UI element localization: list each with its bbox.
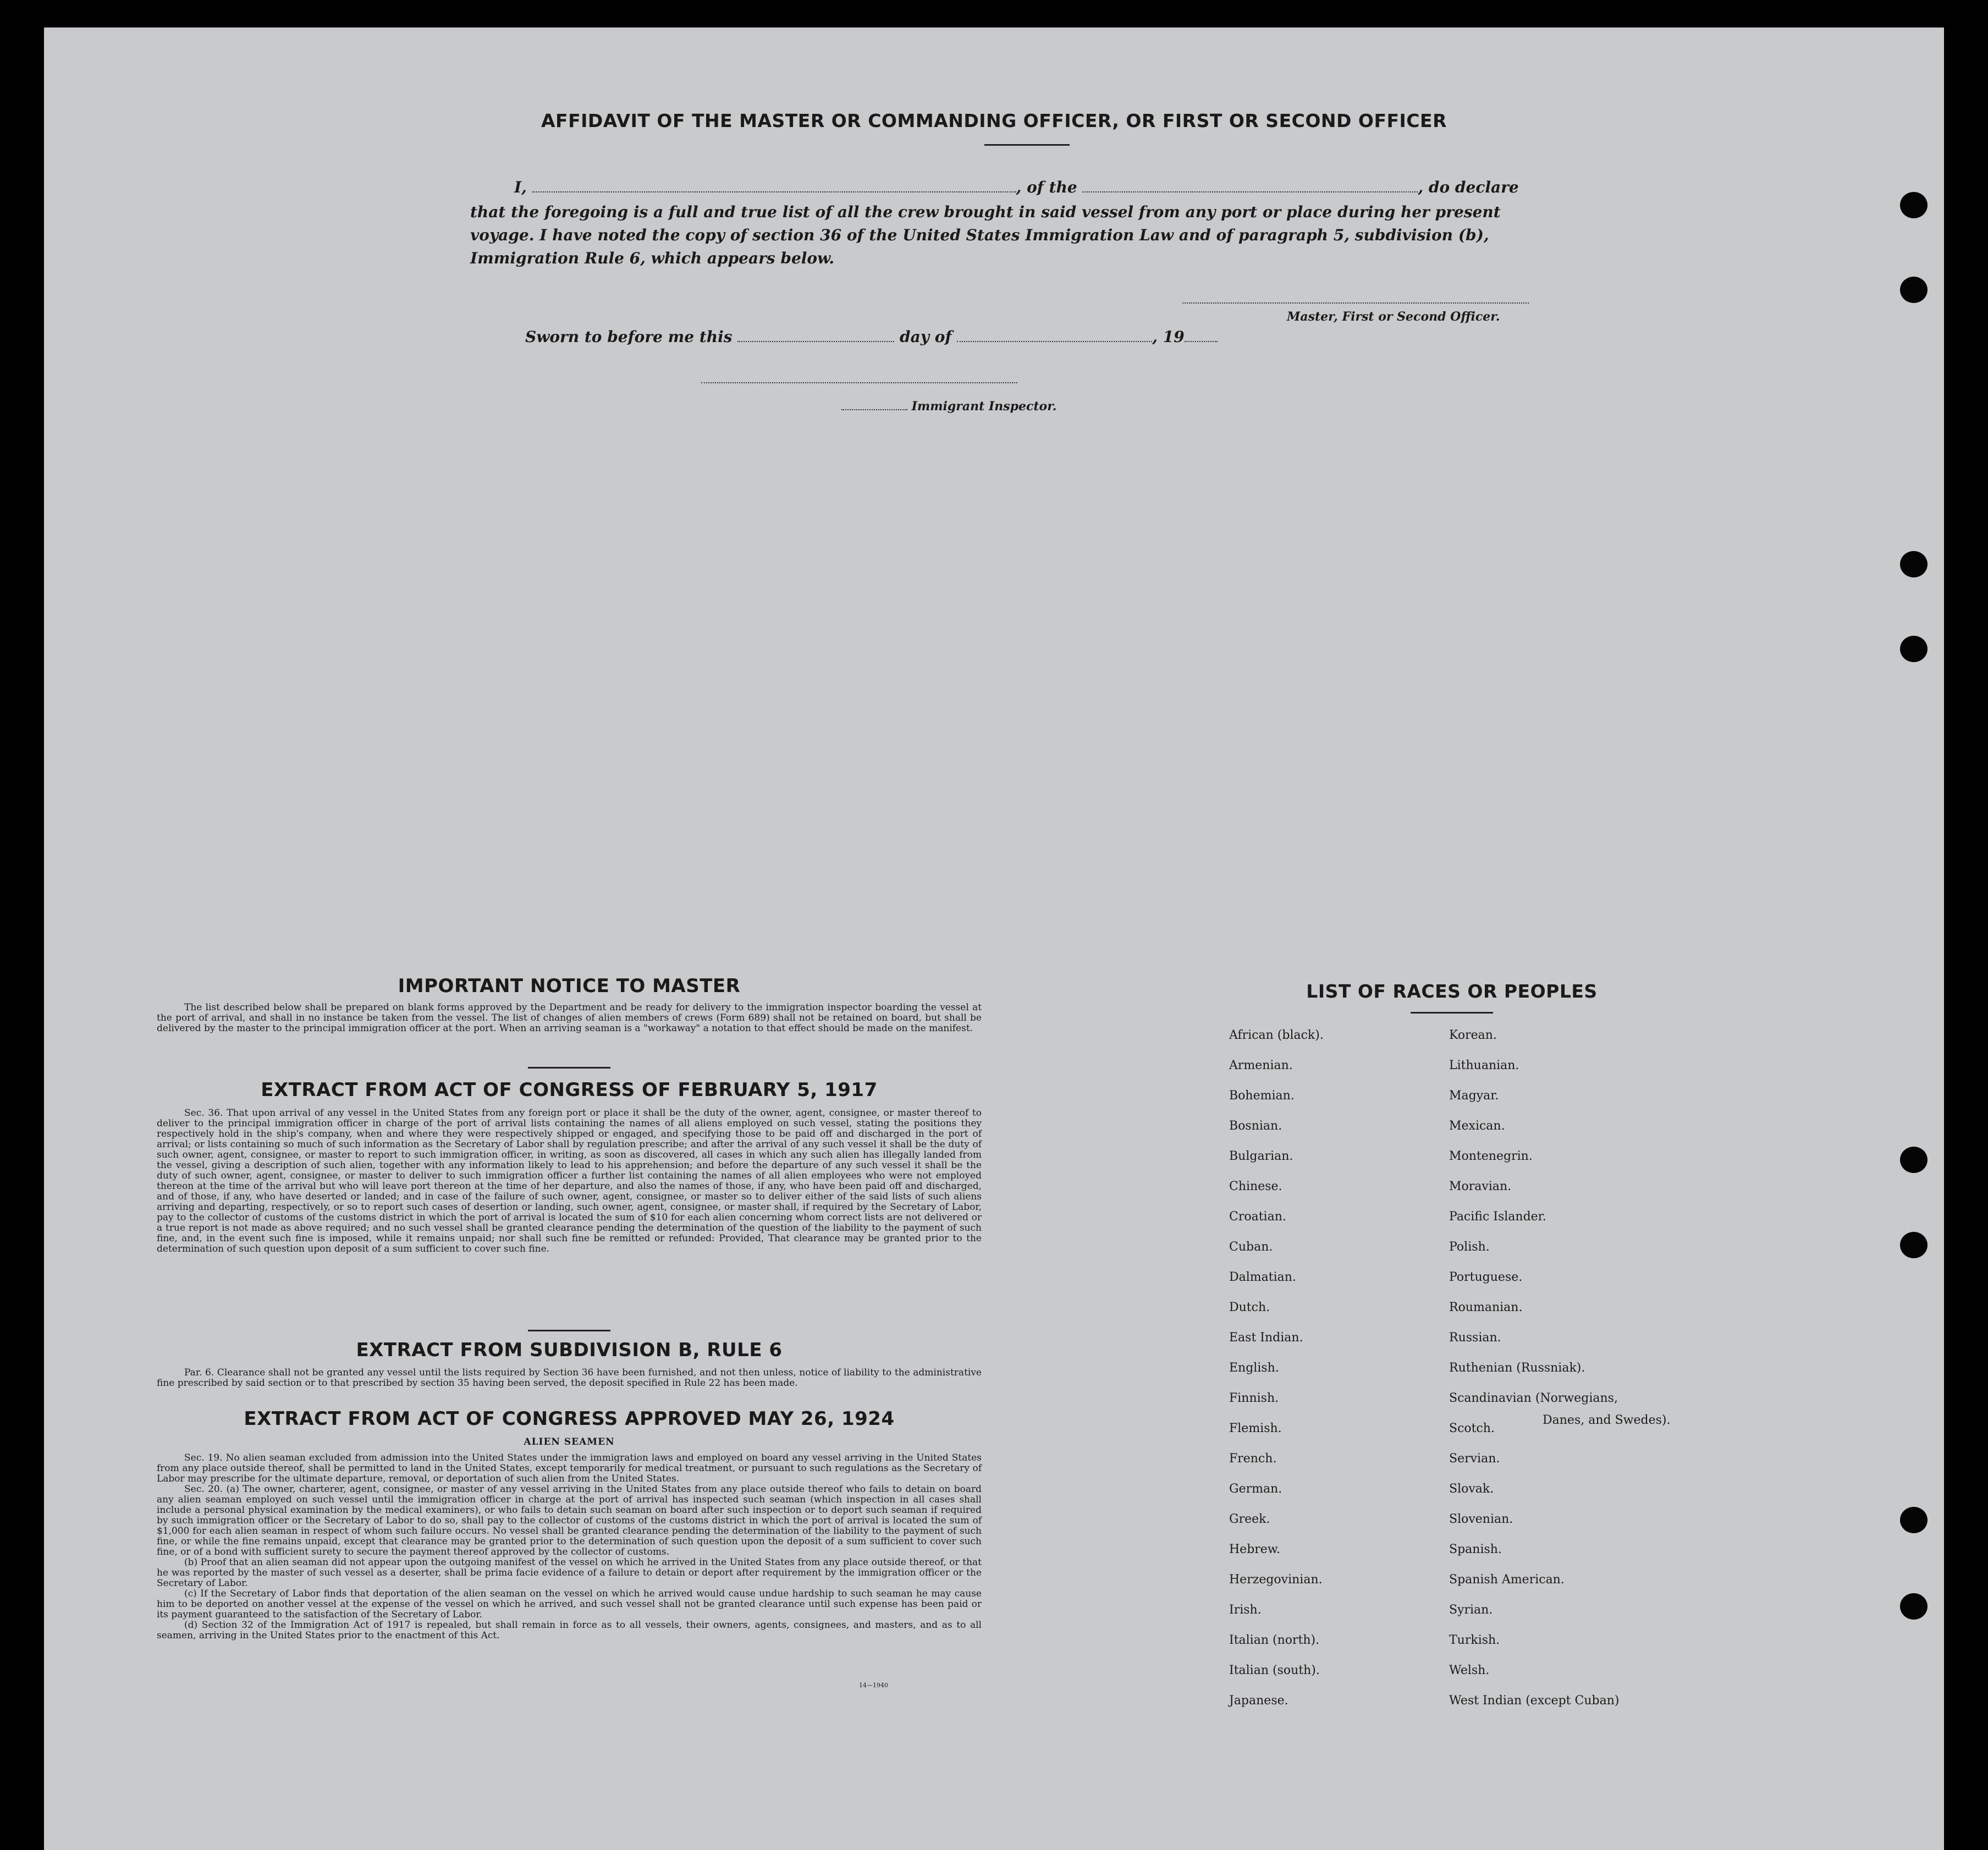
extract-1917-rule — [528, 1330, 610, 1331]
race-left-item: Irish. — [1229, 1603, 1262, 1617]
race-right-item: Servian. — [1449, 1452, 1500, 1466]
vessel-blank[interactable] — [1082, 177, 1418, 192]
notice-text — [157, 1003, 982, 1034]
sworn-label: Sworn to before me this — [525, 328, 733, 346]
race-left-item: Greek. — [1229, 1512, 1270, 1526]
inspector-label-row — [841, 395, 1056, 418]
race-right-item: Moravian. — [1449, 1180, 1512, 1193]
year-blank[interactable] — [1185, 327, 1218, 342]
affidavit-body-line-1: that the foregoing is a full and true list of all the crew brought in said vessel from any port or place during her present — [470, 203, 1501, 221]
binder-hole — [1900, 1593, 1928, 1620]
race-left-item: Bohemian. — [1229, 1089, 1295, 1103]
race-left-item: African (black). — [1229, 1028, 1324, 1042]
notice-rule — [528, 1067, 610, 1069]
name-blank[interactable] — [532, 177, 1016, 192]
extract-1917-title: EXTRACT FROM ACT OF CONGRESS OF FEBRUARY 5, 1917 — [261, 1079, 878, 1101]
binder-hole — [1900, 277, 1928, 303]
month-blank[interactable] — [957, 327, 1152, 342]
race-left-item: Italian (north). — [1229, 1633, 1320, 1647]
inspector-dash — [841, 401, 907, 410]
race-right-item: Korean. — [1449, 1028, 1497, 1042]
day-of-label: day of — [900, 328, 952, 346]
i-label: I, — [514, 178, 527, 196]
inspector-signature-line[interactable] — [701, 382, 1017, 383]
extract-rule6-text — [157, 1368, 982, 1389]
document-page — [44, 27, 1944, 1850]
title-underline — [984, 144, 1070, 146]
race-left-item: Dalmatian. — [1229, 1270, 1296, 1284]
extract-1924-sec20a: Sec. 20. (a) The owner, charterer, agent, consignee, or master of any vessel arriving in the United States from any place outside thereof who fails to detain on board any alien seaman employed on such vessel until the immigration officer in charge at the port of arrival has inspected such seaman (which inspection in all cases shall include a personal physical examination by the medical examiners), or who fails to detain such seaman on board after such inspection or to deport such seaman if required by such immigration officer or the Secretary of Labor to do so, shall pay to the collector of customs of the customs district in which the port of arrival is located the sum of $1,000 for each alien seaman in respect of whom such failure occurs. No vessel shall be granted clearance pending the determination of the liability to the payment of such fine, or while the fine remains unpaid, except that clearance may be granted prior to the determination of such question upon the deposit of a sum sufficient to cover such fine, or of a bond with sufficient surety to secure the payment thereof approved by the collector of customs. — [157, 1484, 982, 1557]
do-declare-label: , do declare — [1418, 178, 1519, 196]
race-left-item: Italian (south). — [1229, 1664, 1320, 1677]
binder-hole — [1900, 551, 1928, 577]
extract-1924-sec20c: (c) If the Secretary of Labor finds that deportation of the alien seaman on the vessel on which he arrived would cause undue hardship to such seaman he may cause him to be deported on another vessel at the expense of the vessel on which he arrived, and such vessel shall not be granted clearance until such expense has been paid or its payment guaranteed to the satisfaction of the Secretary of Labor. — [157, 1588, 982, 1620]
race-left-item: Armenian. — [1229, 1059, 1293, 1072]
binder-hole — [1900, 1232, 1928, 1258]
affidavit-title: AFFIDAVIT OF THE MASTER OR COMMANDING OFFICER, OR FIRST OR SECOND OFFICER — [541, 110, 1447, 131]
alien-seamen-subtitle: ALIEN SEAMEN — [524, 1436, 615, 1447]
extract-rule6-title: EXTRACT FROM SUBDIVISION B, RULE 6 — [356, 1339, 783, 1361]
year-label: , 19 — [1152, 328, 1185, 346]
race-right-item: Magyar. — [1449, 1089, 1499, 1103]
notice-paragraph: The list described below shall be prepared on blank forms approved by the Department and be ready for delivery to the immigration inspector boarding the vessel at the port of arrival, and shall in no instance be taken from the vessel. The list of changes of alien members of crews (Form 689) shall not be retained on board, but shall be delivered by the master to the principal immigration officer at the port. When an arriving seaman is a "workaway" a notation to that effect should be made on the manifest. — [157, 1002, 982, 1034]
day-blank[interactable] — [737, 327, 894, 342]
extract-1917-text — [157, 1108, 982, 1254]
race-right-item: Slovak. — [1449, 1482, 1494, 1496]
race-left-item: Hebrew. — [1229, 1543, 1281, 1556]
race-left-item: Bosnian. — [1229, 1119, 1282, 1133]
form-number: 14—1940 — [859, 1682, 888, 1689]
race-left-item: Bulgarian. — [1229, 1149, 1293, 1163]
race-left-item: Croatian. — [1229, 1210, 1286, 1224]
binder-hole — [1900, 192, 1928, 218]
race-right-item: Turkish. — [1449, 1633, 1500, 1647]
binder-hole — [1900, 636, 1928, 662]
race-left-item: English. — [1229, 1361, 1279, 1375]
race-right-item: Ruthenian (Russniak). — [1449, 1361, 1585, 1375]
affidavit-declaration-line — [514, 176, 1614, 199]
race-left-item: Cuban. — [1229, 1240, 1273, 1254]
extract-rule6-paragraph: Par. 6. Clearance shall not be granted any vessel until the lists required by Section 36 have been furnished, and not then unless, notice of liability to the administrative fine prescribed by said section or to that prescribed by section 35 having been served, the deposit specified in Rule 22 has been made. — [157, 1367, 982, 1389]
race-right-item: Montenegrin. — [1449, 1149, 1533, 1163]
extract-1924-sec19: Sec. 19. No alien seaman excluded from admission into the United States under the immigration laws and employed on board any vessel arriving in the United States from any place outside thereof, shall be permitted to land in the United States, except temporarily for medical treatment, or pursuant to such regulations as the Secretary of Labor may prescribe for the ultimate departure, removal, or deportation of such alien from the United States. — [157, 1452, 982, 1484]
extract-1924-sec20b: (b) Proof that an alien seaman did not appear upon the outgoing manifest of the vessel on which he arrived in the United States from any place outside thereof, or that he was reported by the master of such vessel as a deserter, shall be prima facie evidence of a failure to detain or deport after requirement by the immigration officer or the Secretary of Labor. — [157, 1557, 982, 1589]
extract-1917-paragraph: Sec. 36. That upon arrival of any vessel in the United States from any foreign port or place it shall be the duty of the owner, agent, consignee, or master thereof to deliver to the principal immigration officer in charge of the port of arrival lists containing the names of all aliens employed on such vessel, stating the positions they respectively hold in the ship's company, when and where they were respectively shipped or engaged, and specifying those to be paid off and discharged in the port of arrival; or lists containing so much of such information as the Secretary of Labor shall by regulation prescribe; and after the arrival of any such vessel it shall be the duty of such owner, agent, consignee, or master to report to such immigration officer, in writing, as soon as discovered, all cases in which any such alien has illegally landed from the vessel, giving a description of such alien, together with any information likely to lead to his apprehension; and before the departure of any such vessel it shall be the duty of such owner, agent, consignee, or master to deliver to such immigration officer a further list containing the names of all alien employees who were not employed thereon at the time of the arrival but who will leave port thereon at the time of her departure, and also the names of those, if any, who have been paid off and discharged, and of those, if any, who have deserted or landed; and in case of the failure of such owner, agent, consignee, or master so to deliver either of the said lists of such aliens arriving and departing, respectively, or so to report such cases of desertion or landing, such owner, agent, consignee, or master shall, if required by the Secretary of Labor, pay to the collector of customs of the customs district in which the port of arrival is located the sum of $10 for each alien concerning whom correct lists are not delivered or a true report is not made as above required; and no such vessel shall be granted clearance pending the determination of the question of the liability to the payment of such fine, and, in the event such fine is imposed, while it remains unpaid; nor shall such fine be remitted or refunded: Provided, That clearance may be granted prior to the determination of such question upon deposit of a sum sufficient to cover such fine. — [157, 1108, 982, 1254]
race-right-item: Mexican. — [1449, 1119, 1505, 1133]
race-left-item: Japanese. — [1229, 1694, 1288, 1708]
races-title: LIST OF RACES OR PEOPLES — [1306, 981, 1598, 1002]
race-right-item: Russian. — [1449, 1331, 1501, 1345]
master-signature-label: Master, First or Second Officer. — [1287, 310, 1500, 324]
race-right-item: Pacific Islander. — [1449, 1210, 1546, 1224]
sworn-line — [525, 326, 1350, 349]
extract-1924-title: EXTRACT FROM ACT OF CONGRESS APPROVED MAY 26, 1924 — [244, 1408, 895, 1430]
affidavit-body-line-2: voyage. I have noted the copy of section 36 of the United States Immigration Law and of paragraph 5, subdivision (b), — [470, 226, 1489, 244]
affidavit-body-line-3: Immigration Rule 6, which appears below. — [470, 249, 835, 267]
race-left-item: Dutch. — [1229, 1301, 1270, 1314]
race-right-item: Spanish American. — [1449, 1573, 1565, 1587]
race-right-item: Welsh. — [1449, 1664, 1490, 1677]
race-left-item: German. — [1229, 1482, 1282, 1496]
race-scandinavian-cont: Danes, and Swedes). — [1543, 1413, 1671, 1427]
extract-1924-text — [157, 1453, 982, 1641]
notice-title: IMPORTANT NOTICE TO MASTER — [398, 975, 741, 997]
inspector-label: Immigrant Inspector. — [911, 399, 1057, 414]
binder-hole — [1900, 1507, 1928, 1533]
race-right-item: Spanish. — [1449, 1543, 1502, 1556]
of-the-label: , of the — [1016, 178, 1077, 196]
race-right-item: Scotch. — [1449, 1422, 1495, 1435]
race-right-item: Portuguese. — [1449, 1270, 1523, 1284]
race-right-item: Roumanian. — [1449, 1301, 1523, 1314]
race-right-item: West Indian (except Cuban) — [1449, 1694, 1620, 1708]
race-left-item: Chinese. — [1229, 1180, 1282, 1193]
race-left-item: Flemish. — [1229, 1422, 1282, 1435]
extract-1924-sec20d: (d) Section 32 of the Immigration Act of 1917 is repealed, but shall remain in force as to all vessels, their owners, agents, consignees, and masters, and as to all seamen, arriving in the United States prior to the enactment of this Act. — [157, 1620, 982, 1641]
race-right-item: Lithuanian. — [1449, 1059, 1519, 1072]
race-left-item: Herzegovinian. — [1229, 1573, 1323, 1587]
race-right-item: Polish. — [1449, 1240, 1490, 1254]
race-right-item: Scandinavian (Norwegians, — [1449, 1391, 1618, 1405]
race-left-item: French. — [1229, 1452, 1277, 1466]
race-left-item: East Indian. — [1229, 1331, 1303, 1345]
affidavit-body — [470, 201, 1570, 270]
race-right-item: Slovenian. — [1449, 1512, 1513, 1526]
master-signature-line[interactable] — [1182, 302, 1529, 304]
race-right-item: Syrian. — [1449, 1603, 1493, 1617]
race-left-item: Finnish. — [1229, 1391, 1279, 1405]
races-rule — [1411, 1012, 1493, 1014]
binder-hole — [1900, 1147, 1928, 1173]
